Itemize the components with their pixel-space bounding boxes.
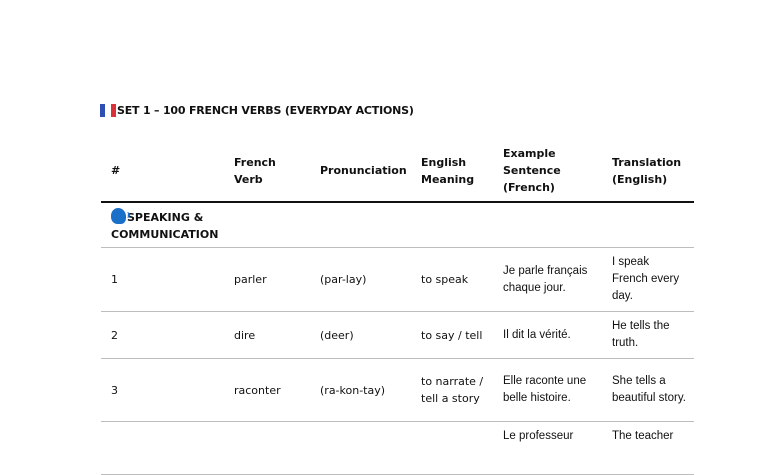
column-header-pronunciation: Pronunciation [310,140,411,202]
pronunciation [310,422,411,475]
pronunciation: (ra-kon-tay) [310,359,411,422]
pronunciation: (deer) [310,312,411,359]
example-sentence: Elle raconte une belle histoire. [493,359,602,422]
french-verb: parler [224,248,310,312]
french-verb: dire [224,312,310,359]
column-header-example-sentence: Example Sentence (French) [493,140,602,202]
section-row [101,202,694,248]
translation: She tells a beautiful story. [602,359,694,422]
english-meaning: to narrate / tell a story [411,359,493,422]
heading-text: SET 1 – 100 FRENCH VERBS (EVERYDAY ACTIONS) [117,104,414,117]
verbs-table [101,140,694,475]
english-meaning [411,422,493,475]
column-header-number: # [101,140,224,202]
pronunciation: (par-lay) [310,248,411,312]
translation: He tells the truth. [602,312,694,359]
row-number: 3 [101,359,224,422]
section-cell [101,202,224,248]
section-label: SPEAKING & COMMUNICATION [111,210,219,241]
column-header-english-meaning: English Meaning [411,140,493,202]
row-number: 2 [101,312,224,359]
translation: I speak French every day. [602,248,694,312]
table-row [101,248,694,312]
row-number [101,422,224,475]
english-meaning: to speak [411,248,493,312]
column-header-translation: Translation (English) [602,140,694,202]
example-sentence: Je parle français chaque jour. [493,248,602,312]
document-heading [100,104,414,117]
table-header-row [101,140,694,202]
column-header-french-verb: French Verb [224,140,310,202]
english-meaning: to say / tell [411,312,493,359]
speaking-head-icon [111,208,126,224]
french-verb [224,422,310,475]
french-flag-icon [100,104,116,117]
example-sentence: Le professeur [493,422,602,475]
table-row [101,422,694,475]
row-number: 1 [101,248,224,312]
translation: The teacher [602,422,694,475]
table-row [101,312,694,359]
french-verb: raconter [224,359,310,422]
example-sentence: Il dit la vérité. [493,312,602,359]
table-row [101,359,694,422]
